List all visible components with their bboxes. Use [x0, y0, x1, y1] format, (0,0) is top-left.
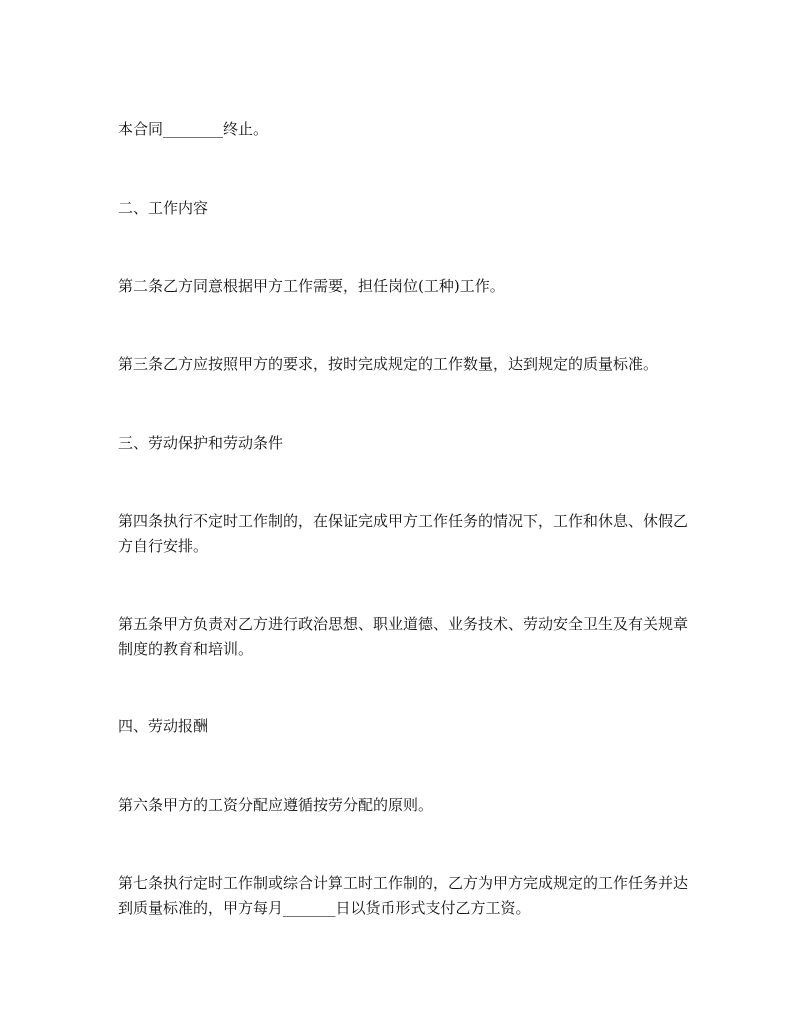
article-7-paragraph: 第七条执行定时工作制或综合计算工时工作制的，乙方为甲方完成规定的工作任务并达到质量标准的，甲方每月_______日以货币形式支付乙方工资。 [118, 874, 689, 917]
section-heading-labor-protection: 三、劳动保护和劳动条件 [118, 434, 284, 452]
article-2-paragraph: 第二条乙方同意根据甲方工作需要，担任岗位(工种)工作。 [118, 277, 505, 295]
section-heading-work-content: 二、工作内容 [118, 199, 209, 217]
contract-term-end-clause: 本合同________终止。 [118, 120, 269, 138]
article-6-paragraph: 第六条甲方的工资分配应遵循按劳分配的原则。 [118, 796, 434, 814]
article-5-paragraph: 第五条甲方负责对乙方进行政治思想、职业道德、业务技术、劳动安全卫生及有关规章制度的教育和培训。 [118, 615, 689, 658]
article-3-paragraph: 第三条乙方应按照甲方的要求，按时完成规定的工作数量，达到规定的质量标准。 [118, 355, 659, 373]
section-heading-remuneration: 四、劳动报酬 [118, 717, 209, 735]
article-4-paragraph: 第四条执行不定时工作制的，在保证完成甲方工作任务的情况下，工作和休息、休假乙方自行安排。 [118, 512, 689, 555]
